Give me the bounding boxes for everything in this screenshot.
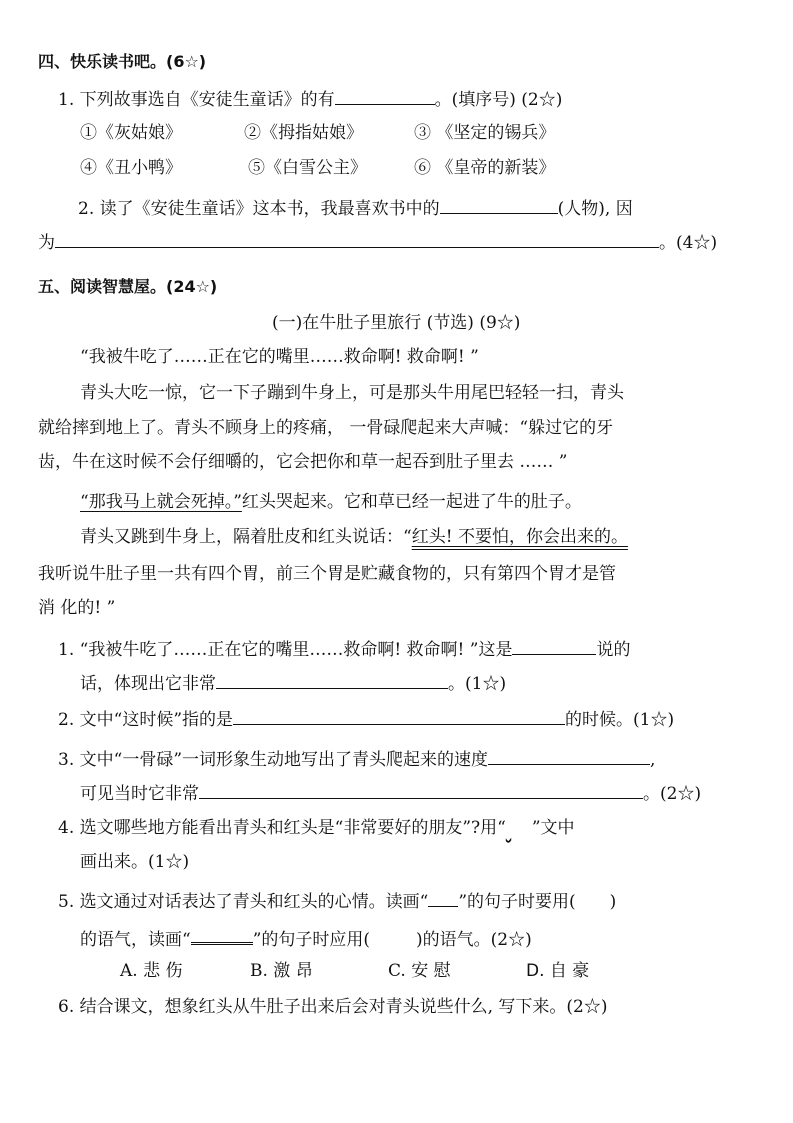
question-4-1 bbox=[58, 86, 562, 112]
answer-blank[interactable] bbox=[233, 706, 565, 725]
question-5-4-cont: 画出来。(1☆) bbox=[80, 852, 190, 872]
options-row-2 bbox=[80, 156, 555, 180]
question-text: 可见当时它非常 bbox=[80, 784, 199, 804]
question-5-5-options bbox=[120, 959, 589, 983]
question-4-2 bbox=[78, 195, 633, 221]
double-underline-sample bbox=[191, 924, 253, 945]
question-text: 4. 选文哪些地方能看出青头和红头是“非常要好的朋友”?用“ bbox=[58, 818, 506, 838]
question-text: 为 bbox=[38, 233, 55, 253]
option-item: B. 激 昂 bbox=[250, 961, 313, 981]
option-item: ②《拇指姑娘》 bbox=[244, 123, 363, 143]
question-text: 说的 bbox=[596, 640, 631, 660]
answer-blank[interactable] bbox=[55, 229, 659, 248]
answer-blank[interactable] bbox=[440, 195, 558, 214]
passage-paragraph: 青头大吃一惊，它一下子蹦到牛身上，可是那头牛用尾巴轻轻一扫，青头 bbox=[80, 383, 624, 403]
option-item: ⑥ 《皇帝的新装》 bbox=[414, 158, 556, 178]
question-text: 话，体现出它非常 bbox=[80, 674, 216, 694]
option-item: ④《丑小鸭》 bbox=[80, 158, 182, 178]
option-item: A. 悲 伤 bbox=[120, 961, 183, 981]
option-item: C. 安 慰 bbox=[388, 961, 451, 981]
answer-blank[interactable] bbox=[512, 636, 596, 655]
passage-text: 红头哭起来。它和草已经一起进了牛的肚子。 bbox=[241, 492, 582, 512]
wavy-line-sample bbox=[506, 816, 532, 840]
passage-paragraph bbox=[80, 525, 628, 549]
passage-text: 青头又跳到牛身上，隔着肚皮和红头说话：“ bbox=[80, 527, 412, 547]
passage-paragraph: 我听说牛肚子里一共有四个胃，前三个胃是贮藏食物的，只有第四个胃才是管 bbox=[38, 564, 616, 584]
question-4-2-cont bbox=[38, 229, 717, 255]
option-item: ③ 《坚定的锡兵》 bbox=[414, 123, 556, 143]
question-text: 。(1☆) bbox=[448, 674, 507, 694]
question-text: 1. “我被牛吃了……正在它的嘴里……救命啊! 救命啊! ”这是 bbox=[58, 640, 513, 660]
underlined-quote: “那我马上就会死掉。” bbox=[80, 492, 242, 512]
question-text: (人物), 因 bbox=[557, 199, 633, 219]
question-text: 。(填序号) (2☆) bbox=[434, 90, 563, 110]
question-text: ) bbox=[609, 892, 617, 912]
question-text: 1. 下列故事选自《安徒生童话》的有 bbox=[58, 90, 335, 110]
question-text: 5. 选文通过对话表达了青头和红头的心情。读画“ bbox=[58, 892, 429, 912]
question-text: ”的句子时应用( bbox=[252, 930, 371, 950]
section-4-title: 四、快乐读书吧。(6☆) bbox=[38, 52, 207, 71]
answer-blank[interactable] bbox=[488, 746, 650, 765]
question-text: ”文中 bbox=[531, 818, 575, 838]
passage-paragraph: 齿，牛在这时候不会仔细嚼的，它会把你和草一起吞到肚子里去 …… ” bbox=[38, 452, 568, 472]
section-5-title: 五、阅读智慧屋。(24☆) bbox=[38, 277, 218, 296]
answer-blank[interactable] bbox=[199, 780, 643, 799]
answer-blank[interactable] bbox=[335, 86, 435, 105]
answer-blank[interactable] bbox=[216, 670, 448, 689]
option-item: ①《灰姑娘》 bbox=[80, 123, 182, 143]
passage-paragraph bbox=[80, 490, 582, 514]
question-5-6: 6. 结合课文，想象红头从牛肚子出来后会对青头说些什么, 写下来。(2☆) bbox=[58, 997, 608, 1017]
question-text: ”的句子时要用( bbox=[458, 892, 576, 912]
option-item: D. 自 豪 bbox=[526, 961, 590, 981]
question-text: , bbox=[650, 750, 656, 770]
underline-sample bbox=[428, 888, 458, 907]
question-5-5-cont bbox=[80, 924, 532, 952]
passage-title: (一)在牛肚子里旅行 (节选) (9☆) bbox=[272, 313, 521, 333]
passage-paragraph: 消 化的! ” bbox=[38, 598, 116, 618]
passage-paragraph: 就给摔到地上了。青头不顾身上的疼痛， 一骨碌爬起来大声喊：“躲过它的牙 bbox=[38, 418, 614, 438]
question-text: 的语气，读画“ bbox=[80, 930, 191, 950]
question-5-1 bbox=[58, 636, 630, 662]
question-text: 。(4☆) bbox=[659, 233, 718, 253]
question-text: 的时候。(1☆) bbox=[565, 710, 675, 730]
question-5-3-cont bbox=[80, 780, 701, 806]
question-5-5 bbox=[58, 888, 616, 914]
question-5-2 bbox=[58, 706, 674, 732]
option-item: ⑤《白雪公主》 bbox=[248, 158, 367, 178]
question-5-1-cont bbox=[80, 670, 506, 696]
double-underlined-quote: 红头! 不要怕，你会出来的。 bbox=[411, 527, 628, 547]
question-text: 。(2☆) bbox=[643, 784, 702, 804]
question-5-4 bbox=[58, 816, 575, 840]
question-text: )的语气。(2☆) bbox=[416, 930, 532, 950]
options-row-1 bbox=[80, 121, 555, 145]
question-5-3 bbox=[58, 746, 655, 772]
question-text: 2. 文中“这时候”指的是 bbox=[58, 710, 234, 730]
passage-paragraph: “我被牛吃了……正在它的嘴里……救命啊! 救命啊! ” bbox=[80, 347, 479, 367]
question-text: 2. 读了《安徒生童话》这本书，我最喜欢书中的 bbox=[78, 199, 440, 219]
question-text: 3. 文中“一骨碌”一词形象生动地写出了青头爬起来的速度 bbox=[58, 750, 489, 770]
